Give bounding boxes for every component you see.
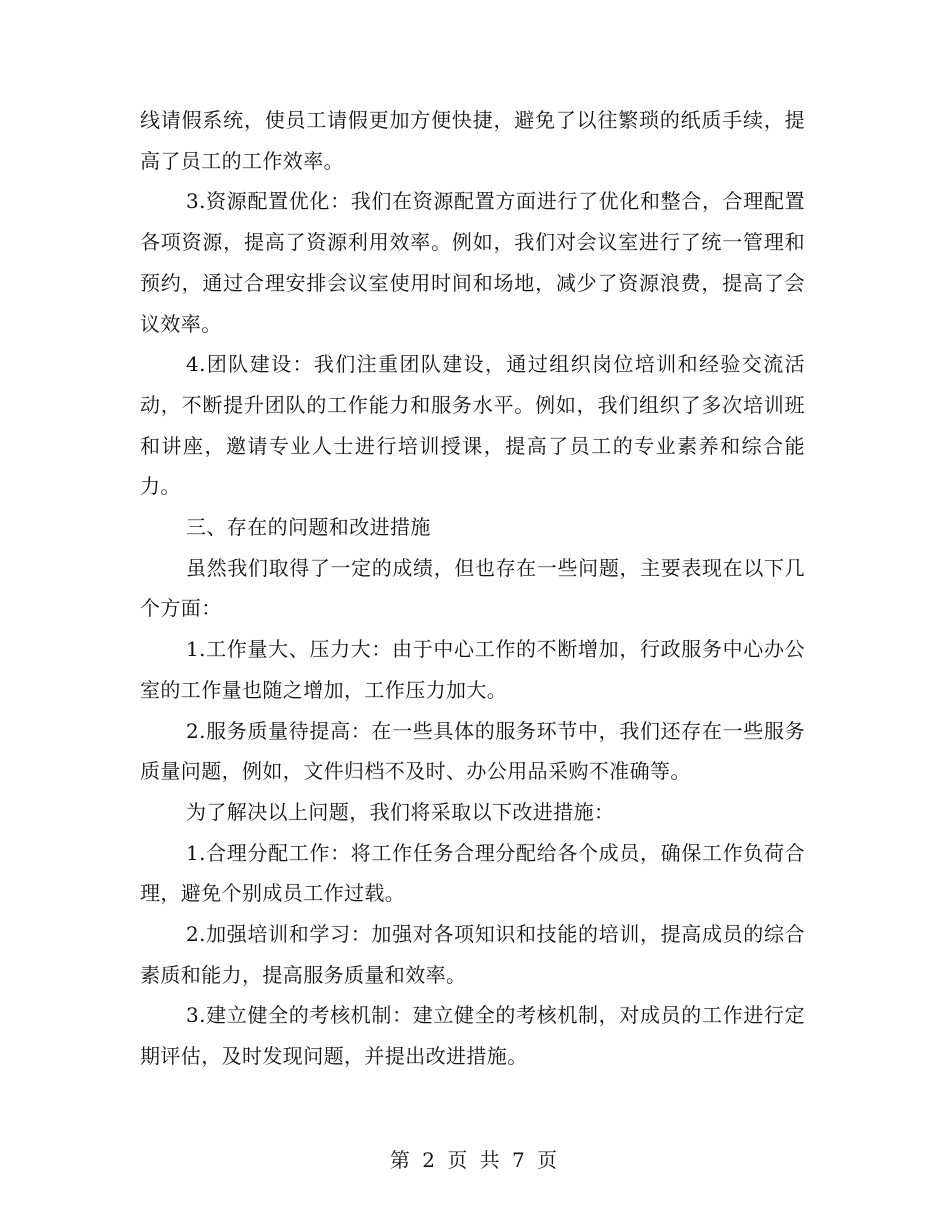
page-footer: 第 2 页 共 7 页 xyxy=(389,1148,561,1172)
paragraph-workload-pressure: 1.工作量大、压力大：由于中心工作的不断增加，行政服务中心办公室的工作量也随之增加，工作压力加大。 xyxy=(140,637,805,702)
paragraph-continuation: 线请假系统，使员工请假更加方便快捷，避免了以往繁琐的纸质手续，提高了员工的工作效率。 xyxy=(140,108,805,173)
paragraph-service-quality: 2.服务质量待提高：在一些具体的服务环节中，我们还存在一些服务质量问题，例如，文件归档不及时、办公用品采购不准确等。 xyxy=(140,718,805,784)
section-heading-problems-improvements: 三、存在的问题和改进措施 xyxy=(186,515,431,540)
paragraph-assessment-mechanism: 3.建立健全的考核机制：建立健全的考核机制，对成员的工作进行定期评估，及时发现问题，并提出改进措施。 xyxy=(140,1003,805,1069)
paragraph-improvements-intro: 为了解决以上问题，我们将采取以下改进措施： xyxy=(186,799,615,824)
document-body xyxy=(140,100,805,1077)
paragraph-problems-intro: 虽然我们取得了一定的成绩，但也存在一些问题，主要表现在以下几个方面： xyxy=(140,555,805,621)
paragraph-training-learning: 2.加强培训和学习：加强对各项知识和技能的培训，提高成员的综合素质和能力，提高服务质量和效率。 xyxy=(140,922,805,987)
paragraph-reasonable-allocation: 1.合理分配工作：将工作任务合理分配给各个成员，确保工作负荷合理，避免个别成员工作过载。 xyxy=(140,840,805,906)
paragraph-team-building: 4.团队建设：我们注重团队建设，通过组织岗位培训和经验交流活动，不断提升团队的工作能力和服务水平。例如，我们组织了多次培训班和讲座，邀请专业人士进行培训授课，提高了员工的专业素养和综合能力。 xyxy=(140,352,805,499)
paragraph-resource-allocation: 3.资源配置优化：我们在资源配置方面进行了优化和整合，合理配置各项资源，提高了资源利用效率。例如，我们对会议室进行了统一管理和预约，通过合理安排会议室使用时间和场地，减少了资源浪费，提高了会议效率。 xyxy=(140,189,805,336)
